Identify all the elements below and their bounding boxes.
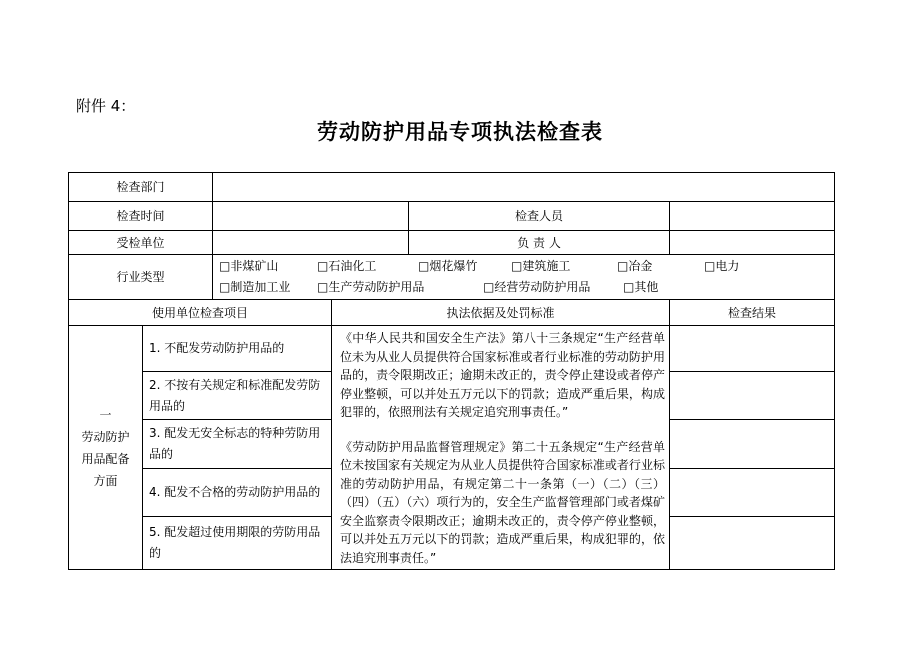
industry-option[interactable]: □石油化工 [317, 259, 377, 273]
basis-header: 执法依据及处罚标准 [332, 300, 670, 326]
industry-option[interactable]: □经营劳动防护用品 [483, 280, 591, 294]
unit-value-field[interactable] [213, 231, 409, 255]
industry-option[interactable]: □冶金 [617, 259, 653, 273]
result-field[interactable] [670, 371, 835, 420]
law-basis-paragraph: 《劳动防护用品监督管理规定》第二十五条规定“生产经营单位未按国家有关规定为从业人员提供符合国家标准或者行业标准的劳动防护用品，有规定第二十一条第（一）（二）（三）（四）（五）（六）项行为的，安全生产监督管理部门或者煤矿安全监察责令限期改正；逾期未改正的，责令停产停业整顿，可以并处五万元以下的罚款；造成严重后果，构成犯罪的，依法追究刑事责任。” [340, 439, 666, 565]
inspector-label: 检查人员 [409, 202, 670, 231]
industry-option[interactable]: □建筑施工 [511, 259, 571, 273]
industry-option[interactable]: □制造加工业 [219, 280, 291, 294]
industry-options-row2 [219, 277, 830, 298]
law-basis [332, 326, 670, 570]
unit-label: 受检单位 [69, 231, 213, 255]
law-basis-paragraph: 《中华人民共和国安全生产法》第八十三条规定“生产经营单位未为从业人员提供符合国家标准或者行业标准的劳动防护用品的，责令限期改正；逾期未改正的，责令停止建设或者停产停业整顿，可以并处五万元以下的罚款；造成严重后果，构成犯罪的，依照刑法有关规定追究刑事责任。” [340, 331, 666, 419]
industry-option[interactable]: □烟花爆竹 [418, 259, 478, 273]
check-item: 2. 不按有关规定和标准配发劳防用品的 [143, 371, 332, 420]
section-name-line: 用品配备 [81, 451, 130, 466]
result-field[interactable] [670, 517, 835, 570]
time-value-field[interactable] [213, 202, 409, 231]
result-header: 检查结果 [670, 300, 835, 326]
check-item: 4. 配发不合格的劳动防护用品的 [143, 469, 332, 517]
dept-value-field[interactable] [213, 173, 835, 202]
industry-options [213, 255, 835, 300]
page-title: 劳动防护用品专项执法检查表 [317, 120, 603, 144]
industry-label: 行业类型 [69, 255, 213, 300]
items-header: 使用单位检查项目 [69, 300, 332, 326]
result-field[interactable] [670, 469, 835, 517]
inspection-form [68, 172, 835, 570]
section-category [69, 326, 143, 570]
section-name-line: 劳动防护 [81, 429, 130, 444]
check-item: 5. 配发超过使用期限的劳防用品的 [143, 517, 332, 570]
industry-option[interactable]: □生产劳动防护用品 [317, 280, 425, 294]
person-value-field[interactable] [670, 231, 835, 255]
industry-option[interactable]: □非煤矿山 [219, 259, 279, 273]
person-label: 负 责 人 [409, 231, 670, 255]
industry-options-row1 [219, 256, 830, 277]
result-field[interactable] [670, 420, 835, 469]
time-label: 检查时间 [69, 202, 213, 231]
attachment-label: 附件 4： [76, 97, 136, 115]
dept-label: 检查部门 [69, 173, 213, 202]
result-field[interactable] [670, 326, 835, 372]
inspector-value-field[interactable] [670, 202, 835, 231]
section-number: 一 [99, 407, 112, 422]
industry-option[interactable]: □电力 [704, 259, 740, 273]
section-name-line: 方面 [93, 473, 118, 488]
check-item: 1. 不配发劳动防护用品的 [143, 326, 332, 372]
check-item: 3. 配发无安全标志的特种劳防用品的 [143, 420, 332, 469]
industry-option[interactable]: □其他 [623, 280, 659, 294]
